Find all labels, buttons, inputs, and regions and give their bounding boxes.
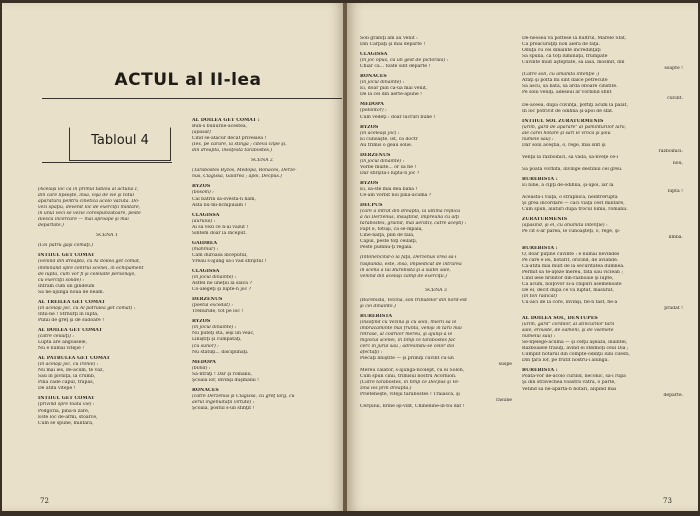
stage-direction: (către Derzenus şi Clagissa, cu greţ larg, cu: [192, 393, 295, 399]
text-line: Liniştiţi şi cumpătaţi,: [192, 337, 242, 343]
speaker-name: CLAGISSA: [192, 268, 220, 274]
left-page-number: 72: [40, 497, 49, 505]
text-line: Să-ntrăţi ! Dar şi romanii,: [192, 371, 253, 377]
text-line: Fapt e, totuşi, că se-mpală,: [360, 227, 423, 233]
stage-direction: din dreapta, însoţestă tarabostes.): [192, 148, 273, 154]
text-line: Cum spun cînii, trimisul nostru Acornion.: [360, 374, 457, 380]
stage-direction: numele său) :: [522, 136, 554, 142]
text-line: Şi din străvechea voastră vatră, o parte,: [522, 380, 616, 386]
right-page-number: 73: [663, 497, 672, 505]
stage-direction: (potolitor) :: [360, 108, 387, 114]
speaker-name: RONACES: [360, 74, 387, 80]
stage-direction: nus, Clagissa, Gaidrea ; apoi, Decpus.): [192, 174, 282, 180]
text-line: Ei cunoaşte, ist, că doctr: [360, 136, 418, 142]
stage-direction: în unul veci se vezie corespunzătoare, peste: [38, 211, 141, 217]
speaker-name: BUREBISTA :: [522, 368, 558, 374]
speaker-name: DECPUS: [360, 203, 383, 209]
text-line: cuvînt.: [667, 96, 683, 102]
stage-direction: şi cei dinainte.): [360, 303, 396, 309]
stage-direction: (în jocul dinainte) :: [360, 158, 405, 164]
speaker-name: AL DOILEA GET COMAT :: [192, 118, 260, 123]
stage-direction: (care a intrat din dreapta, la ultima replică: [360, 209, 461, 215]
stage-direction: (însoţind cu Vezina şi cu solii, mierii să le: [360, 319, 457, 325]
text-line: Cerşului, brîne îşi-vînt, Chihenine-in-toi dat !: [360, 404, 465, 410]
text-line: Plecaţi liniştite — şi primiţi cuvînt cu-un: [360, 356, 454, 362]
stage-direction: îmminând spre centrul scenei, în echipament: [38, 265, 144, 271]
text-line: Sau în pivniţă, la crumb,: [38, 374, 96, 380]
stage-direction: venind din acelaşi câmp de exerciţii.): [360, 273, 447, 279]
left-column-2: [192, 118, 332, 412]
stage-direction: numelui său) :: [522, 334, 556, 340]
stage-direction: (în acelaşi joc, cu ironie) :: [38, 362, 99, 368]
text-line: Şi grea încordare — căci viaţa cest militare,: [522, 201, 625, 207]
text-line: Pe cit s-ar părea, le cunoaşteţi, o, rege, şi-: [522, 229, 621, 235]
text-line: Ei, să-ste mai dea bana !: [360, 186, 418, 192]
text-line: De la cei din aerte-apune !: [360, 92, 422, 98]
text-line: Cum se spune, militară,: [38, 420, 94, 426]
stage-direction: (în ton radicat): [522, 293, 558, 299]
text-line: Aceasta-i viaţa, o străpnică, neîntreruptă: [522, 195, 618, 201]
stage-direction: ale cărei hotare şi sări le vrocă şi şoiu: [522, 130, 611, 136]
stage-direction: (privind spre toată vie) :: [38, 402, 95, 408]
stage-direction: din care lipseşte, însă, vişa de vie şi totul: [38, 193, 134, 199]
text-line: Dar sfîrşită-i lupta-n joc ?: [360, 170, 420, 176]
stage-direction: (în joc opus, cu un gest de pictorală) :: [360, 58, 449, 64]
stage-direction: (apăsînd, şi el, cu anumită intenţie) :: [522, 223, 608, 229]
speaker-name: ZURATURMENIS: [522, 217, 568, 223]
text-line: Să ne-ajungă nouă de neam.: [38, 289, 105, 295]
stage-direction: a lui Derzenus, însuştind, împreună cu alţi: [360, 215, 460, 221]
speaker-name: AL DOILEA GET COMAT: [38, 327, 103, 333]
stage-direction: cerc în jurul său ; adresîndu-se celor doi: [360, 344, 455, 350]
speaker-name: INTIIUL GET COMAT: [38, 396, 95, 402]
speaker-name: BUREBISTA: [360, 313, 393, 319]
stage-direction: (poetul excedat) :: [192, 303, 233, 309]
speaker-name: BYZOS: [360, 180, 379, 186]
stage-direction: (în jocul dinainte) :: [192, 275, 237, 281]
text-line: Ai să vezi ce n-ai văzut !: [192, 224, 249, 230]
speaker-name: MEDOPA: [360, 102, 384, 108]
stage-direction: (Tarabostes Byzos, Medopa, Ronaces, Derze-: [192, 168, 297, 174]
stage-direction: vezi spaţiu, devenit loc de exerciţii militare,: [38, 205, 141, 211]
stage-direction: retrase, al codrilor mereu, şi ajunşi-a le: [360, 331, 453, 337]
text-line: Se-nţelege-acuma — şi celţii aşează, înaintei,: [522, 340, 628, 346]
open-book: [2, 3, 698, 511]
text-line: Cu-aici de la core, învinşi, fie-n fast, fie-a: [522, 299, 618, 305]
stage-direction: de luptă, cum vor fi şi celelalte personaje,: [38, 271, 136, 277]
stage-direction: tarabostes, grăind, mai aerativ, către aceşti) :: [360, 221, 467, 227]
text-line: Ei bine, a cîpţi de-odihnă, şi-apoi, iar la: [522, 183, 614, 189]
stage-direction: (Către tarabostes, în timp ce Decpus şi Ve-: [360, 380, 460, 386]
speaker-name: CLAGISSA: [192, 212, 220, 218]
text-line: Nu stătuţi... disciplinaţi.: [192, 349, 249, 355]
text-line: răsune: [496, 398, 512, 404]
speaker-name: BYZOS: [192, 319, 211, 325]
text-line: Să ascu, să bată, să ardă oboare cinstite.: [522, 84, 618, 90]
text-line: Nu puteţi sta, ieşi un veac,: [192, 331, 255, 337]
act-title-rule: [42, 98, 342, 99]
text-line: Războaiele trăiuţi, avînd ei stelmoţi ceul Dia ;: [522, 346, 629, 352]
text-line: De el, decît după ce va luptat, măsurat,: [522, 287, 614, 293]
text-line: Cînd iese hrinitor din-războaie şi lupte,: [522, 275, 614, 281]
stage-direction: afectaţi) :: [360, 350, 383, 356]
text-line: Vetind să ne-apartă-n hotărî, alipind mai: [522, 386, 617, 392]
stage-direction: zina ies prin dreapta.): [360, 386, 412, 392]
text-line: Ei, doar pîin că-ua mai venit,: [360, 86, 428, 92]
text-line: Soli grăbiţi am au venit :: [360, 36, 418, 41]
text-line: Ca acum, noiţovor si-a chipuri asemenoate: [522, 281, 622, 287]
stage-direction: (urim, gard" cordilor, al atincurilor tării: [522, 322, 615, 328]
text-line: Ca preacurăţiţi noli aiera de faţă.: [522, 42, 600, 48]
speaker-name: AL TREILEA GET COMAT: [38, 299, 106, 305]
stage-direction: îmbrăcăminte mai fruntă, venişi în tării mai: [360, 325, 462, 331]
text-line: Poată-vor de-acolo curînd, neconic, să-i rupă: [522, 374, 626, 380]
speaker-name: BUREBISTA :: [522, 177, 558, 183]
text-line: SCENA 1: [96, 233, 118, 239]
speaker-name: BYZOS: [192, 184, 211, 190]
text-line: Pe solii veniţi, adeseul ar vorbind sfînt: [522, 90, 612, 96]
text-line: Cine-nalţă, plin de fală,: [360, 233, 415, 239]
text-line: Mereu călător, s-ajungă-ncolept, cu ei Solon,: [360, 368, 465, 374]
text-line: Dar solii aceştia, o, rege, mai sînt şi: [522, 142, 606, 148]
text-line: Cumplit hotarul din compte-odinţii luni cilesti,: [522, 352, 631, 358]
right-page: [347, 3, 698, 511]
text-line: Permit să te-aţeze mereu, fătă sau viclean ;: [522, 269, 623, 275]
text-line: SCENA 3: [425, 287, 447, 293]
stage-direction: (Burebista, Vezina, soli tributelor din nord-est: [360, 297, 467, 303]
text-line: Au trimis o geau solie.: [360, 142, 413, 148]
text-line: Treburide, tot pe loc !: [192, 309, 244, 315]
text-line: Vreau s-ajung să-i văd sfîrşitul !: [192, 258, 267, 264]
text-line: Podgoria, pînă-n zare,: [38, 408, 90, 414]
text-line: Chiar că... toate sînt departe !: [360, 64, 431, 70]
stage-direction: (către ceilalţi) :: [38, 333, 74, 339]
text-line: departe.: [663, 392, 683, 398]
text-line: Capul, peste toţi ceilalţi,: [360, 239, 418, 245]
text-line: De-neosea vă poftese la hultrul, Marele Sfat,: [522, 36, 627, 41]
tableau-title: Tabloul 4: [91, 133, 149, 148]
text-line: Să spună, ca toţi luminaţii, frumpate: [522, 54, 608, 60]
stage-direction: (apăsat): [192, 130, 211, 136]
text-line: Sintem doar la început.: [192, 230, 247, 236]
text-line: O, doar puţine cuvinte : e numai nevindes: [522, 251, 620, 257]
text-line: Şcoala, postul s-un sfînţit !: [192, 405, 255, 411]
text-line: Să poată vorbită, învinge destinul cel greu.: [522, 166, 623, 172]
text-line: De-aceea, după cuvinţă, poftiţi acum la palat,: [522, 102, 628, 108]
text-line: Asta nu-mi-nchipuiam !: [192, 202, 247, 208]
stage-direction: (urim, gard de apărare" al păminturilor lării,: [522, 124, 627, 130]
text-line: Ca-atîta mai mult de la securitatea dumnea.: [522, 263, 625, 269]
text-line: luptă !: [667, 189, 683, 195]
speaker-name: MEDOPA: [192, 359, 216, 365]
stage-direction: (venind din dreapta, cu Al doilea get comat,: [38, 259, 141, 265]
text-line: Cam duroasă începutul,: [192, 252, 248, 258]
speaker-name: DERZENUS: [192, 297, 223, 303]
left-column-1: [38, 187, 176, 427]
text-line: De atîta vitejie !: [38, 386, 76, 392]
text-line: Ce-am vorbit noi pînă-acuma ?: [360, 193, 432, 199]
text-line: Peste pumnu-ţi regală.: [360, 245, 413, 251]
tableau-rule: [42, 162, 172, 163]
speaker-name: CLAGISSA: [360, 52, 388, 58]
stage-direction: cu exerciţii solide) :: [38, 277, 85, 283]
text-line: Nu mai ies, de-acum, te văz,: [38, 368, 104, 374]
text-line: Intrăm cum un gindeum: [38, 283, 95, 289]
text-line: Pe care e iei, hotarit, oricînd, de aviande.: [522, 257, 619, 263]
text-line: Cuvinte mult aşteptate, să iasă, mosmit, din: [522, 60, 625, 66]
speaker-name: AL PATRULEA GET COMAT: [38, 356, 110, 362]
speaker-name: DERZENUS: [360, 152, 391, 158]
text-line: Cum spun, alături după trocul lumii, romanii.: [522, 207, 628, 213]
text-line: Cum vedeţi : doar lucruri bune !: [360, 114, 436, 120]
speaker-name: AL DOILEA SOL, DENTUPES: [522, 316, 598, 322]
text-line: soapte !: [664, 66, 683, 72]
right-column-1: [360, 36, 512, 411]
text-line: Co-alegeţi şi lupte-n joc ?: [192, 287, 252, 293]
stage-direction: (mahmur) :: [192, 246, 219, 252]
stage-direction: (în jocul dinainte) :: [192, 325, 237, 331]
speaker-name: INTIIUL GET COMAT: [38, 253, 95, 259]
stage-direction: sale, erouste, de oameni, şi de vsemete: [522, 328, 614, 334]
text-line: Din Carpaţi şi mai departe !: [360, 42, 426, 48]
stage-direction: Iliescu incercare — mai aproape şi mai: [38, 217, 129, 223]
stage-direction: răspundă, este, însă, împiedicat de intrarea: [360, 261, 462, 267]
text-line: Venţii la războinici, să vadă, să-nveţe ce-i: [522, 154, 619, 160]
left-page: [2, 3, 345, 511]
text-line: În loc potrivit de odihnă şi-apoi de sfat.: [522, 108, 614, 114]
speaker-name: INTIIUL SOL ZURATURMENIS: [522, 118, 604, 124]
text-line: Astfel ne uneţiu la slavă ?: [192, 281, 252, 287]
text-line: Intîi-ne ! Strnutţi în luptă,: [38, 311, 99, 317]
text-line: Arăţi şi poftă mi sînt dalce petrecute: [522, 78, 608, 84]
stage-direction: mijlocul scenei, în timp ce tarabostes fac: [360, 337, 456, 343]
stage-direction: (în aceleaşi joc) :: [360, 130, 400, 136]
stage-direction: (Către soli, cu amănită intenţie :): [522, 72, 600, 78]
text-line: Cal bătrîn să-ovestă-n ham,: [192, 196, 256, 202]
speaker-name: RONACES: [192, 387, 219, 393]
text-line: Plînii de greţ şi de sudoare !: [38, 317, 105, 323]
stage-direction: (bosom) :: [192, 190, 214, 196]
text-line: limba.: [668, 235, 683, 241]
text-line: pradat !: [664, 305, 683, 311]
text-line: Vorbe multe... or să fie !: [360, 164, 417, 170]
stage-direction: (Intonencînd-o la faţă, Derzenus vrea să-i: [360, 255, 457, 261]
right-column-2: [522, 36, 683, 399]
stage-direction: în scenă a lui Burebista şi a suitei sale,: [360, 267, 451, 273]
text-line: Cînd se-atacur decât privesiea !: [192, 136, 267, 142]
text-line: Nu e numai vitejie !: [38, 346, 85, 352]
text-line: Şcoala lor, învinşi duşmanii !: [192, 377, 260, 383]
stage-direction: depărtate.): [38, 223, 64, 229]
stage-direction: (aurului) :: [192, 218, 216, 224]
stage-direction: (Ies, pe cărare, la stînga ; cîteva clipe şi,: [192, 142, 287, 148]
text-line: SCENA 2: [251, 158, 273, 164]
stage-direction: aparatura pentru cinetică acolo văzută. Do-: [38, 199, 140, 205]
text-line: Oduţă cu cei dinainte încredinţaţi: [522, 48, 601, 54]
stage-direction: (în jocul dinainte) :: [360, 80, 405, 86]
stage-direction: (în acelaşi joc, cu Al patrulea get comat) :: [38, 305, 136, 311]
stage-direction: (cu sunor) :: [192, 343, 219, 349]
text-line: Bun-s bunurile-acestea,: [192, 124, 248, 130]
speaker-name: BYZOS: [360, 124, 379, 130]
stage-direction: (blînd) :: [192, 365, 211, 371]
stage-direction: (Cei pătru găşi comaţi.): [38, 243, 94, 249]
text-line: Din ţara lor, pe frutit nostru-i alungă.: [522, 358, 609, 364]
text-line: nou,: [672, 160, 683, 166]
text-line: Este loc de-armi, stoarce,: [38, 414, 98, 420]
text-line: Lupta are angoasele,: [38, 340, 87, 346]
stage-direction: (Acelaşi loc ca în primul tablou al actului I,: [38, 187, 139, 192]
speaker-name: BUREBISTA :: [522, 245, 558, 251]
stage-direction: aerul ingenuităţii virtute) :: [192, 399, 255, 405]
text-line: războinici.: [658, 148, 683, 154]
act-title: ACTUL al II-lea: [114, 70, 262, 90]
text-line: Prieteneşte, vitejii tarabostes ! Trăiască, şi: [360, 392, 460, 398]
speaker-name: GAIDREA: [192, 240, 218, 246]
text-line: suspe: [498, 362, 512, 368]
text-line: Pînă cade capul, trapăs,: [38, 380, 95, 386]
